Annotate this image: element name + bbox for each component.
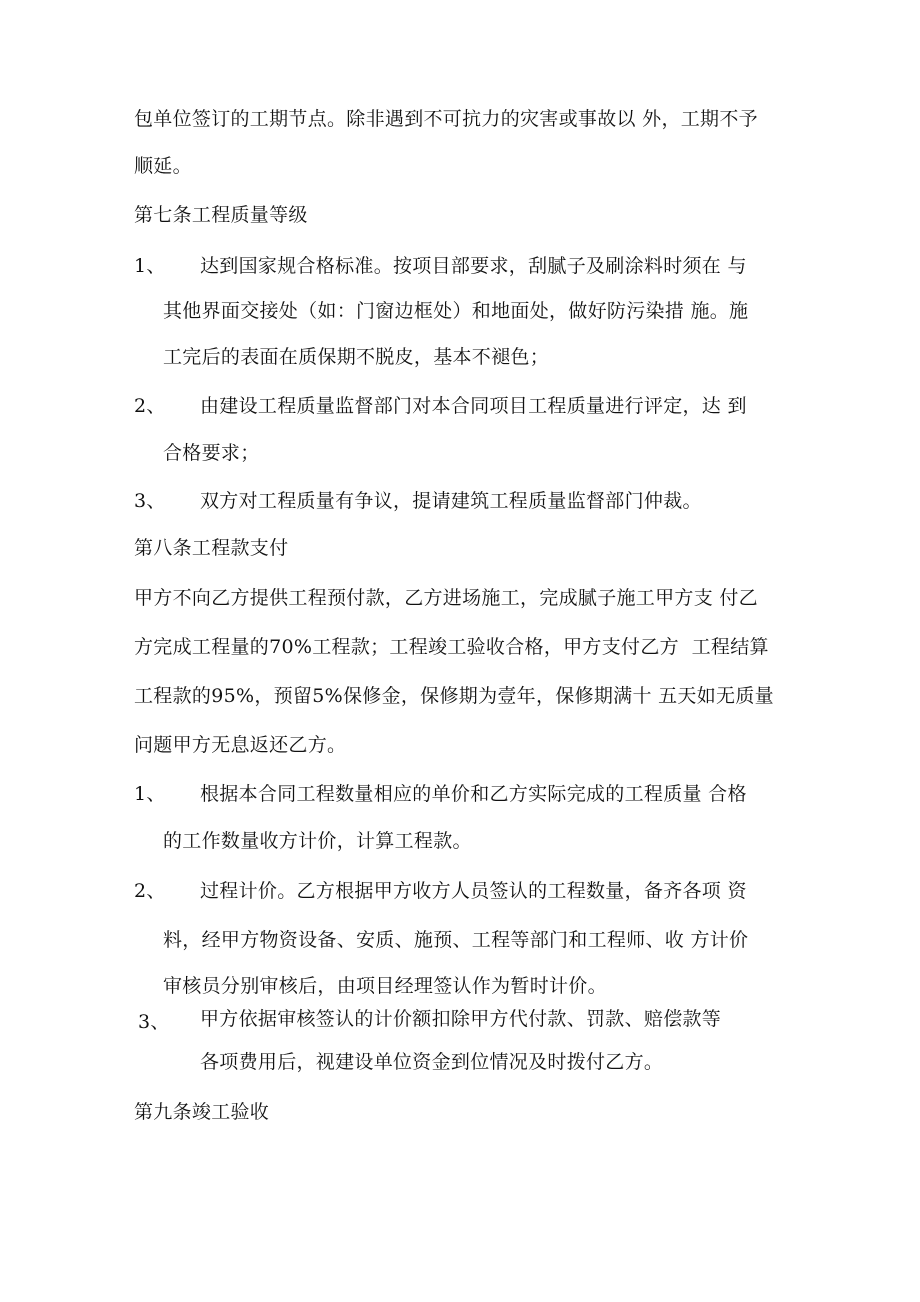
article-9-heading: 第九条竣工验收 (134, 1101, 270, 1123)
article-8-item-2-line-1: 过程计价。乙方根据甲方收方人员签认的工程数量，备齐各项 资 (200, 880, 747, 902)
article-8-paragraph-line-1: 甲方不向乙方提供工程预付款，乙方进场施工，完成腻子施工甲方支 付乙 (134, 587, 758, 609)
article-8-item-1-line-2: 的工作数量收方计价，计算工程款。 (163, 830, 472, 852)
article-8-item-1-number: 1、 (134, 783, 166, 805)
article-7-item-2-line-1: 由建设工程质量监督部门对本合同项目工程质量进行评定，达 到 (200, 395, 747, 417)
article-7-heading: 第七条工程质量等级 (134, 204, 308, 226)
article-7-item-3-line-1: 双方对工程质量有争议，提请建筑工程质量监督部门仲裁。 (200, 490, 702, 512)
article-8-item-2-line-3: 审核员分别审核后，由项目经理签认作为暂时计价。 (163, 975, 607, 997)
article-7-item-1-line-1: 达到国家规合格标准。按项目部要求，刮腻子及刷涂料时须在 与 (200, 255, 747, 277)
intro-line-1: 包单位签订的工期节点。除非遇到不可抗力的灾害或事故以 外，工期不予 (134, 108, 758, 130)
article-7-item-3-number: 3、 (134, 490, 166, 512)
article-7-item-1-line-2: 其他界面交接处（如：门窗边框处）和地面处，做好防污染措 施。施 (163, 300, 749, 322)
article-8-paragraph-line-2: 方完成工程量的70%工程款；工程竣工验收合格，甲方支付乙方 工程结算 (134, 636, 769, 658)
article-7-item-1-number: 1、 (134, 255, 166, 277)
article-8-item-2-number: 2、 (134, 880, 166, 902)
article-7-item-1-line-3: 工完后的表面在质保期不脱皮，基本不褪色； (163, 346, 550, 368)
article-8-heading: 第八条工程款支付 (134, 537, 289, 559)
article-8-item-3-line-2: 各项费用后，视建设单位资金到位情况及时拨付乙方。 (200, 1051, 664, 1073)
article-8-item-1-line-1: 根据本合同工程数量相应的单价和乙方实际完成的工程质量 合格 (200, 783, 747, 805)
article-8-paragraph-line-4: 问题甲方无息返还乙方。 (134, 734, 347, 756)
article-8-item-2-line-2: 料，经甲方物资设备、安质、施预、工程等部门和工程师、收 方计价 (163, 929, 749, 951)
article-7-item-2-line-2: 合格要求； (163, 442, 260, 464)
article-8-item-3-number: 3、 (138, 1011, 170, 1033)
article-8-paragraph-line-3: 工程款的95%，预留5%保修金，保修期为壹年，保修期满十 五天如无质量 (134, 685, 774, 707)
intro-line-2: 顺延。 (134, 155, 192, 177)
article-8-item-3-line-1: 甲方依据审核签认的计价额扣除甲方代付款、罚款、赔偿款等 (200, 1008, 722, 1030)
article-7-item-2-number: 2、 (134, 395, 166, 417)
